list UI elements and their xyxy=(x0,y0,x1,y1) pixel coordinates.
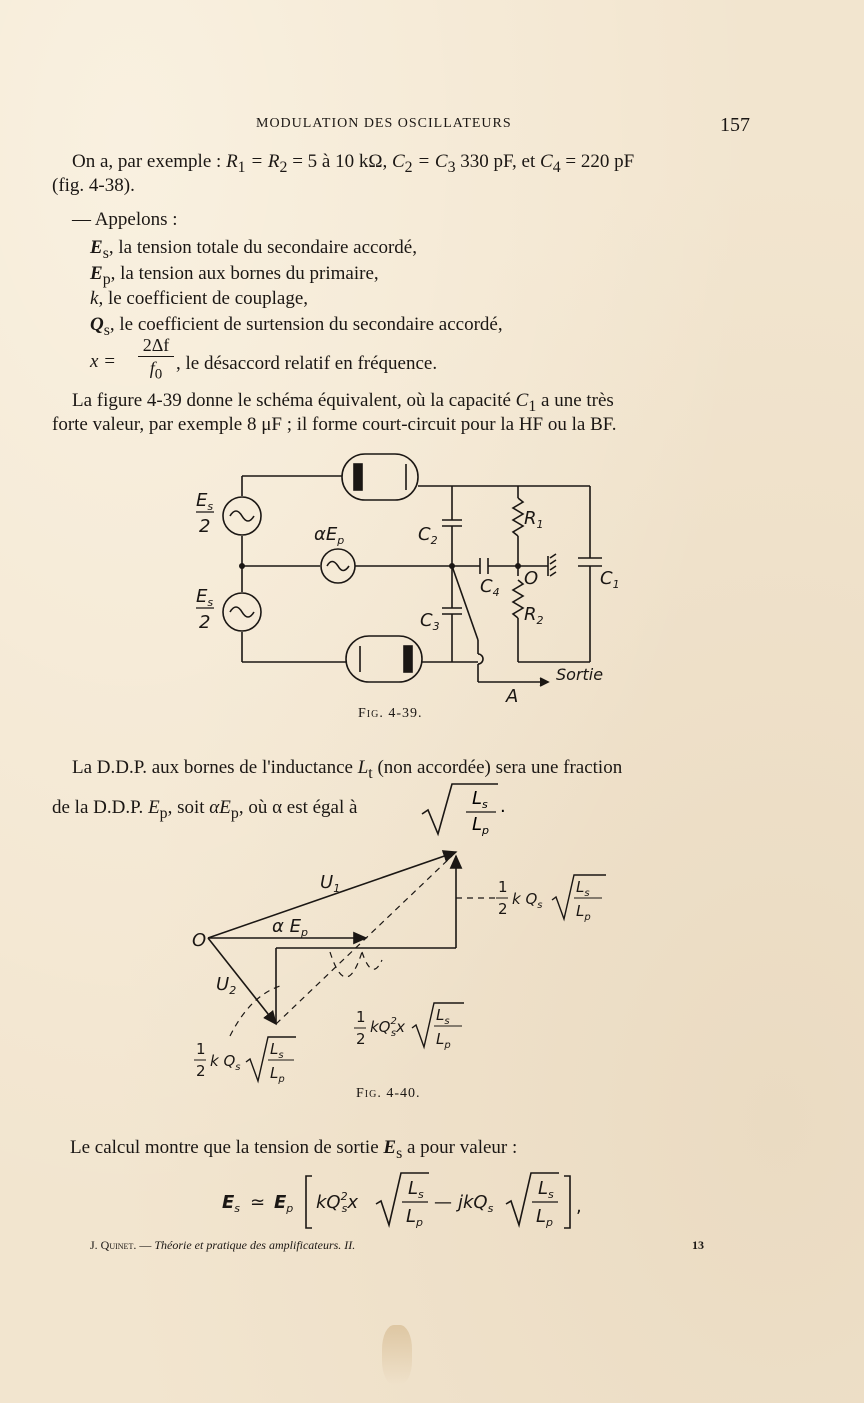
label-sortie: Sortie xyxy=(556,665,604,684)
svg-text:Lp: $L_p$ xyxy=(406,1206,424,1229)
para-fig-line-2: forte valeur, par exemple 8 μF ; il forme court-circuit pour la HF ou la BF. xyxy=(52,414,617,435)
svg-text:Es: $E_s$ xyxy=(222,1192,241,1215)
footer-reference: J. Quinet. — Théorie et pratique des amplificateurs. II. xyxy=(90,1238,356,1252)
svg-text:Ls: $L_s$ xyxy=(538,1178,554,1201)
term-middle xyxy=(354,1003,464,1051)
calc-line: Le calcul montre que la tension de sortie $E_s$ a pour valeur : xyxy=(70,1137,518,1162)
label-r2: $R_2$ xyxy=(524,604,544,627)
label-c2: $C_2$ xyxy=(418,524,438,547)
svg-text:Ls: $L_s$ xyxy=(436,1006,450,1027)
svg-text:2: 2 xyxy=(356,1030,366,1048)
para-ddp-line-1: La D.D.P. aux bornes de l'inductance $L_t$ (non accordée) sera une fraction xyxy=(72,757,623,782)
svg-text:k Qs: k $Q_s$ xyxy=(512,890,543,911)
label-es-top: $E_s$ xyxy=(196,490,214,513)
svg-text:2: 2 xyxy=(498,900,508,918)
svg-text:Ls: $L_s$ xyxy=(576,878,590,899)
vector-diagram xyxy=(180,840,620,1090)
label-u1: $U_1$ xyxy=(320,872,341,895)
circuit-diagram xyxy=(180,440,640,710)
def-qs: $Q_s$, le coefficient de surtension du secondaire accordé, xyxy=(90,314,503,339)
label-r1: $R_1$ xyxy=(524,508,544,531)
term-right xyxy=(496,875,606,923)
vector-u1 xyxy=(208,852,456,938)
label-o: O xyxy=(524,568,539,589)
svg-text:jkQs: jkQ$_s$ xyxy=(458,1192,494,1215)
svg-text:1: 1 xyxy=(356,1008,366,1026)
svg-text:Lp: $L_p$ xyxy=(472,814,490,837)
svg-text:1: 1 xyxy=(196,1040,206,1058)
svg-text:Ls: $L_s$ xyxy=(270,1040,284,1061)
svg-text:Ls: $L_s$ xyxy=(472,788,488,811)
label-es-bot: $E_s$ xyxy=(196,586,214,609)
svg-text:2: 2 xyxy=(196,1062,206,1080)
para-ddp-line-2: de la D.D.P. $E_p$, soit $\alpha E_p$, où α est égal à xyxy=(52,797,358,822)
label-o: O xyxy=(192,930,207,951)
svg-text:—: — xyxy=(434,1192,452,1213)
definitions-intro: — Appelons : xyxy=(72,209,178,230)
fig-4-39-caption: Fig. 4-39. xyxy=(358,706,423,721)
svg-text:Lp: $L_p$ xyxy=(436,1030,451,1051)
fig-4-40-caption: Fig. 4-40. xyxy=(356,1086,421,1101)
svg-text:Ep: $E_p$ xyxy=(274,1192,294,1215)
running-title: MODULATION DES OSCILLATEURS xyxy=(256,116,512,131)
label-c4: $C_4$ xyxy=(480,576,500,599)
def-k: k, le coefficient de couplage, xyxy=(90,288,309,309)
svg-text:Lp: $L_p$ xyxy=(536,1206,554,1229)
svg-text:,: , xyxy=(576,1196,582,1217)
svg-text:Ls: $L_s$ xyxy=(408,1178,424,1201)
footer-signature: 13 xyxy=(692,1238,704,1252)
def-es: $E_s$, la tension totale du secondaire accordé, xyxy=(90,237,417,262)
svg-text:kQ2sx: $kQ^2$ sx xyxy=(370,1016,405,1039)
label-es-bot-den: 2 xyxy=(199,612,211,633)
intro-line-2: (fig. 4-38). xyxy=(52,175,135,196)
label-a: A xyxy=(506,686,519,707)
svg-text:≃: ≃ xyxy=(250,1192,266,1213)
svg-text:.: . xyxy=(500,796,506,817)
label-c1: $C_1$ xyxy=(600,568,620,591)
svg-text:1: 1 xyxy=(498,878,508,896)
x-def-text: , le désaccord relatif en fréquence. xyxy=(176,353,438,374)
intro-line-1: On a, par exemple : $R_1 = R_2 = 5$ à 10 kΩ, $C_2 = C_3$ 330 pF, et $C_4 = 220$ pF xyxy=(72,151,635,176)
page-number: 157 xyxy=(720,114,750,136)
label-alpha-ep: α $E_p$ xyxy=(272,916,308,939)
svg-text:Lp: $L_p$ xyxy=(270,1064,285,1085)
x-def-fraction: 2Δf $f_0$ xyxy=(138,334,174,386)
label-c3: $C_3$ xyxy=(420,610,440,633)
svg-text:kQ2sx: $kQ^2$ sx xyxy=(316,1190,358,1215)
term-left xyxy=(194,1037,296,1085)
label-u2: $U_2$ xyxy=(216,974,237,997)
label-es-top-den: 2 xyxy=(199,516,211,537)
x-def-lhs: x = xyxy=(90,351,117,372)
sqrt-ls-lp xyxy=(420,782,510,838)
para-fig-line-1: La figure 4-39 donne le schéma équivalent, où la capacité $C_1$ a une très xyxy=(72,390,614,415)
final-formula xyxy=(220,1168,600,1232)
label-alpha-ep: $\alpha E_p$ xyxy=(314,524,345,547)
svg-text:Lp: $L_p$ xyxy=(576,902,591,923)
def-ep: $E_p$, la tension aux bornes du primaire, xyxy=(90,263,379,288)
svg-text:k Qs: k $Q_s$ xyxy=(210,1052,241,1073)
paper-stain xyxy=(382,1325,412,1385)
